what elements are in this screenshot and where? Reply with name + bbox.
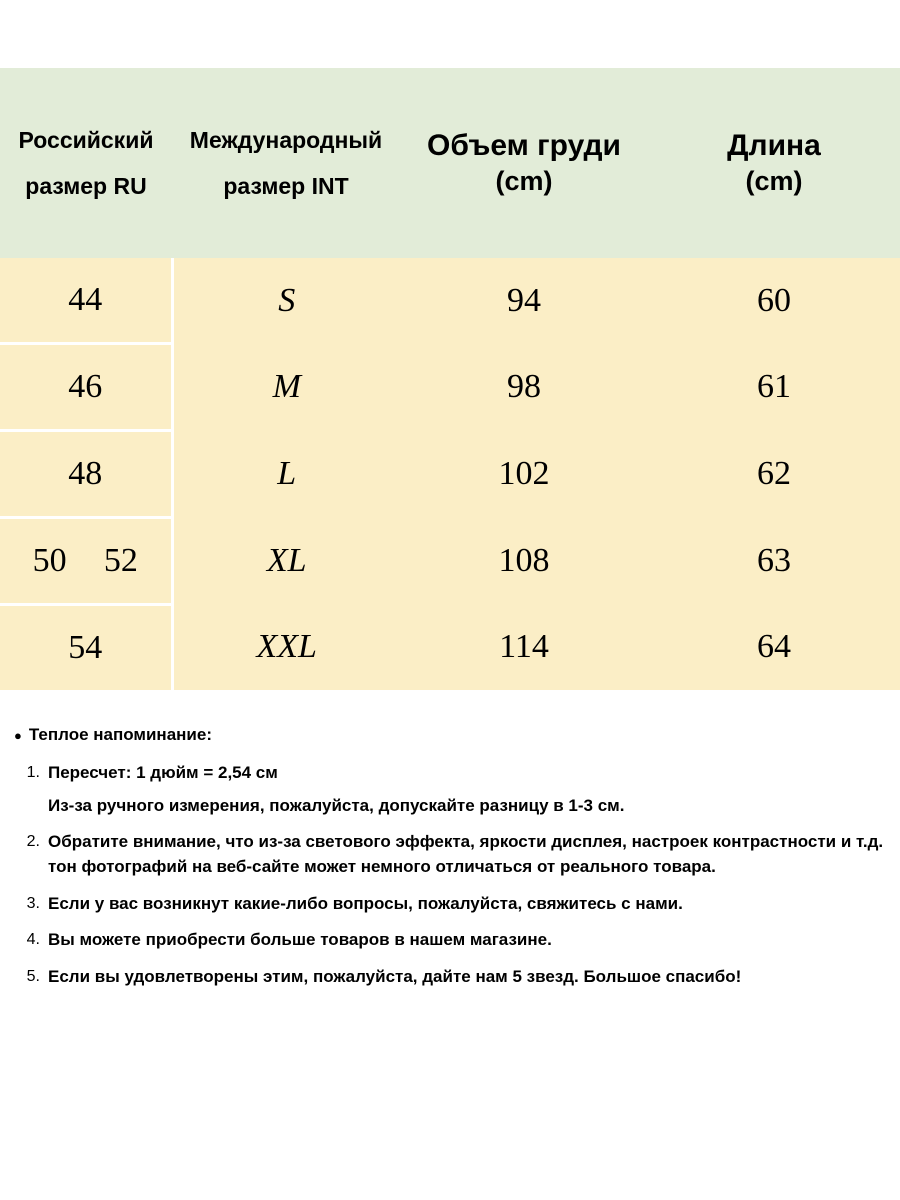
cell-ru-primary: 50 <box>32 542 67 579</box>
cell-bust: 94 <box>400 258 648 344</box>
note-number: 1. <box>26 764 40 781</box>
table-row <box>0 431 900 518</box>
note-number: 3. <box>26 894 40 912</box>
cell-int: XXL <box>172 605 400 691</box>
note-text: Пересчет: 1 дюйм = 2,54 см <box>48 763 278 782</box>
cell-ru: 54 <box>0 605 172 691</box>
notes-title-text: Теплое напоминание: <box>28 725 212 744</box>
cell-bust: 108 <box>400 518 648 605</box>
column-header-ru-line2: размер RU <box>25 173 147 199</box>
column-header-length-label: Длина <box>727 129 821 163</box>
note-text: Если вы удовлетворены этим, пожалуйста, дайте нам 5 звезд. Большое спасибо! <box>48 966 742 986</box>
cell-int: S <box>172 258 400 344</box>
table-row <box>0 518 900 605</box>
list-item <box>14 892 886 917</box>
cell-bust: 102 <box>400 431 648 518</box>
column-header-ru <box>0 68 172 258</box>
cell-ru: 46 <box>0 344 172 431</box>
column-header-int-line2: размер INT <box>223 173 349 199</box>
cell-int: M <box>172 344 400 431</box>
cell-ru-dual <box>0 518 172 605</box>
list-item <box>14 965 886 990</box>
note-text: Если у вас возникнут какие-либо вопросы, пожалуйста, свяжитесь с нами. <box>48 893 683 913</box>
table-row <box>0 344 900 431</box>
column-header-ru-line1: Российский <box>18 127 154 153</box>
column-header-length <box>648 68 900 258</box>
cell-length: 63 <box>648 518 900 605</box>
note-number: 4. <box>26 931 40 949</box>
cell-length: 60 <box>648 258 900 344</box>
cell-int: XL <box>172 518 400 605</box>
cell-bust: 114 <box>400 605 648 691</box>
cell-ru-secondary: 52 <box>103 542 138 579</box>
column-header-bust <box>400 68 648 258</box>
note-text: Вы можете приобрести больше товаров в нашем магазине. <box>48 930 552 950</box>
table-header-row <box>0 68 900 258</box>
cell-int: L <box>172 431 400 518</box>
cell-ru: 44 <box>0 258 172 344</box>
cell-length: 61 <box>648 344 900 431</box>
cell-length: 62 <box>648 431 900 518</box>
list-item <box>14 761 886 818</box>
column-header-bust-label: Объем груди <box>426 129 621 163</box>
cell-ru: 48 <box>0 431 172 518</box>
notes-title <box>14 725 886 745</box>
note-number: 2. <box>26 833 40 851</box>
notes-section <box>0 725 900 1001</box>
table-row <box>0 605 900 691</box>
cell-bust: 98 <box>400 344 648 431</box>
note-text: Обратите внимание, что из-за светового эффекта, яркости дисплея, настроек контрастности и т.д. тон фотографий на веб-сайте может немного отличаться от реального товара. <box>48 832 884 876</box>
column-header-length-unit: (cm) <box>745 165 803 196</box>
column-header-int-line1: Международный <box>189 127 383 153</box>
size-table <box>0 68 900 690</box>
column-header-bust-unit: (cm) <box>495 165 553 196</box>
cell-length: 64 <box>648 605 900 691</box>
bullet-icon: ● <box>14 728 22 743</box>
note-subtext: Из-за ручного измерения, пожалуйста, допускайте разницу в 1-3 см. <box>48 795 625 815</box>
list-item <box>14 928 886 953</box>
list-item <box>14 830 886 879</box>
table-row <box>0 258 900 344</box>
note-number: 5. <box>26 967 40 985</box>
note-body <box>48 761 886 818</box>
column-header-int <box>172 68 400 258</box>
